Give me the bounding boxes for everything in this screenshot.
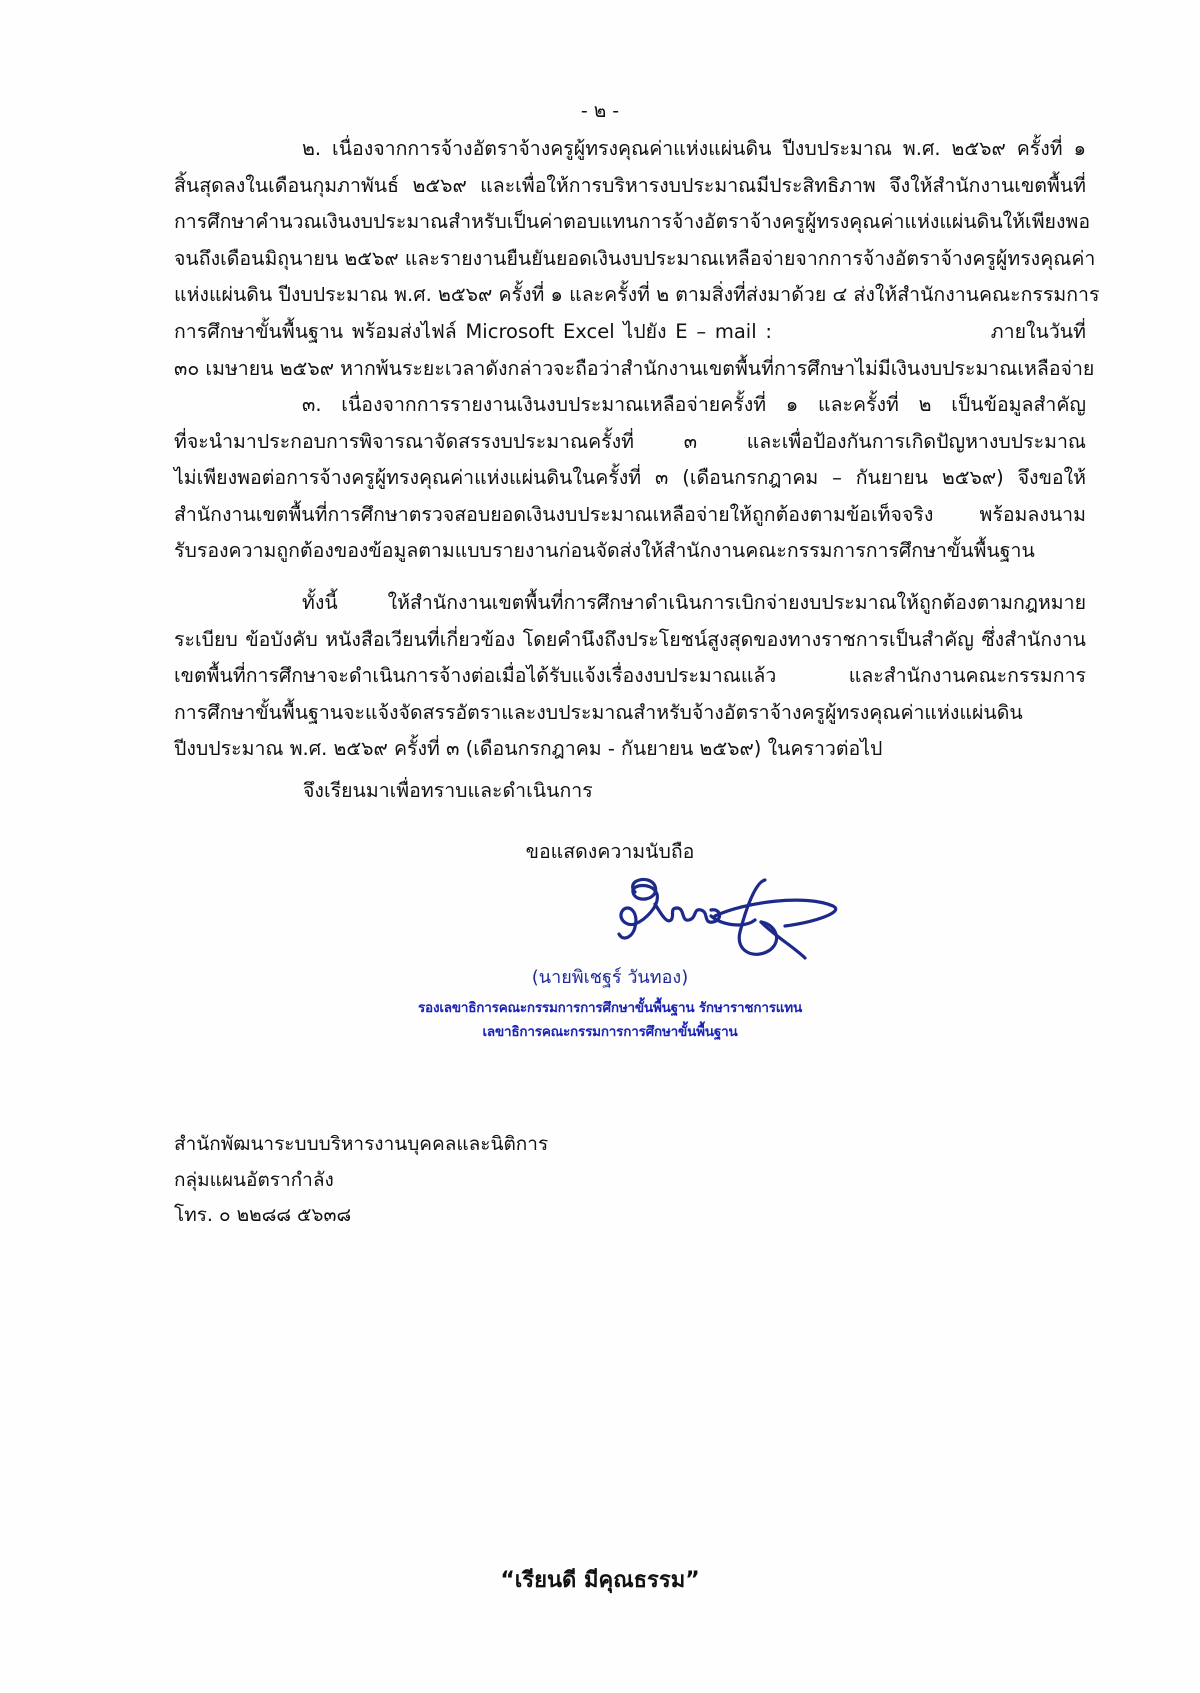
text-line: ๒. เนื่องจากการจ้างอัตราจ้างครูผู้ทรงคุณค่าแห่งแผ่นดิน ปีงบประมาณ พ.ศ. ๒๕๖๙ ครั้งที่ ๑ [302,137,1086,160]
paragraph-item-2 [174,131,1100,387]
text-line: เขตพื้นที่การศึกษาจะดำเนินการจ้างต่อเมื่อได้รับแจ้งเรื่องงบประมาณแล้ว และสำนักงานคณะกรรมการ [174,664,1086,688]
text-line: ๓. เนื่องจากการรายงานเงินงบประมาณเหลือจ่ายครั้งที่ ๑ และครั้งที่ ๒ เป็นข้อมูลสำคัญ [302,393,1086,416]
text-line: จนถึงเดือนมิถุนายน ๒๕๖๙ และรายงานยืนยันยอดเงินงบประมาณเหลือจ่ายจากการจ้างอัตราจ้างครูผู้ทรงคุณค่า [174,246,1096,270]
text-line: สำนักงานเขตพื้นที่การศึกษาตรวจสอบยอดเงินงบประมาณเหลือจ่ายให้ถูกต้องตามข้อเท็จจริง พร้อมลงนาม [174,502,1086,526]
text-line: แห่งแผ่นดิน ปีงบประมาณ พ.ศ. ๒๕๖๙ ครั้งที่ ๑ และครั้งที่ ๒ ตามสิ่งที่ส่งมาด้วย ๔ ส่งให้สำนักงานคณะกรรมการ [174,283,1100,307]
signer-title-line-1: รองเลขาธิการคณะกรรมการการศึกษาขั้นพื้นฐาน รักษาราชการแทน [418,1000,802,1016]
footer-office: สำนักพัฒนาระบบบริหารงานบุคคลและนิติการ [174,1133,549,1155]
text-line: ไม่เพียงพอต่อการจ้างครูผู้ทรงคุณค่าแห่งแผ่นดินในครั้งที่ ๓ (เดือนกรกฎาคม – กันยายน ๒๕๖๙) จึงขอให้ [174,466,1086,490]
closing-statement: จึงเรียนมาเพื่อทราบและดำเนินการ [303,779,593,802]
paragraph-item-3 [174,387,1086,570]
text-line: การศึกษาขั้นพื้นฐานจะแจ้งจัดสรรอัตราและงบประมาณสำหรับจ้างอัตราจ้างครูผู้ทรงคุณค่าแห่งแผ่นดิน [174,700,1023,724]
text-line: ปีงบประมาณ พ.ศ. ๒๕๖๙ ครั้งที่ ๓ (เดือนกรกฎาคม - กันยายน ๒๕๖๙) ในคราวต่อไป [174,737,883,761]
text-line: รับรองความถูกต้องของข้อมูลตามแบบรายงานก่อนจัดส่งให้สำนักงานคณะกรรมการการศึกษาขั้นพื้นฐาน [174,539,1035,563]
footer-phone: โทร. ๐ ๒๒๘๘ ๕๖๓๘ [174,1204,352,1226]
motto: “เรียนดี มีคุณธรรม” [500,1568,700,1593]
text-line: ๓๐ เมษายน ๒๕๖๙ หากพ้นระยะเวลาดังกล่าวจะถือว่าสำนักงานเขตพื้นที่การศึกษาไม่มีเงินงบประมาณเหลือจ่าย [174,356,1095,380]
footer-contact-info [174,1127,548,1234]
page-number: - ๒ - [580,100,620,122]
text-line-email: การศึกษาขั้นพื้นฐาน พร้อมส่งไฟล์ Microsoft Excel ไปยัง E – mail : ภายในวันที่ [174,319,1086,343]
regards-line: ขอแสดงความนับถือ [525,840,695,863]
text-line: สิ้นสุดลงในเดือนกุมภาพันธ์ ๒๕๖๙ และเพื่อให้การบริหารงบประมาณมีประสิทธิภาพ จึงให้สำนักงานเขตพื้นที่ [174,173,1086,197]
paragraph-conclusion [174,585,1086,768]
footer-group: กลุ่มแผนอัตรากำลัง [174,1168,334,1191]
signature-icon [605,872,855,967]
text-line: ระเบียบ ข้อบังคับ หนังสือเวียนที่เกี่ยวข้อง โดยคำนึงถึงประโยชน์สูงสุดของทางราชการเป็นสำคัญ ซึ่งสำนักงาน [174,627,1086,651]
signer-name: (นายพิเชฐร์ วันทอง) [531,967,689,988]
text-line: ที่จะนำมาประกอบการพิจารณาจัดสรรงบประมาณครั้งที่ ๓ และเพื่อป้องกันการเกิดปัญหางบประมาณ [174,429,1086,453]
signer-title-line-2: เลขาธิการคณะกรรมการการศึกษาขั้นพื้นฐาน [482,1024,738,1040]
text-line: ทั้งนี้ ให้สำนักงานเขตพื้นที่การศึกษาดำเนินการเบิกจ่ายงบประมาณให้ถูกต้องตามกฎหมาย [302,591,1086,614]
text-line: การศึกษาคำนวณเงินงบประมาณสำหรับเป็นค่าตอบแทนการจ้างอัตราจ้างครูผู้ทรงคุณค่าแห่งแผ่นดินให้เพียงพอ [174,210,1091,234]
